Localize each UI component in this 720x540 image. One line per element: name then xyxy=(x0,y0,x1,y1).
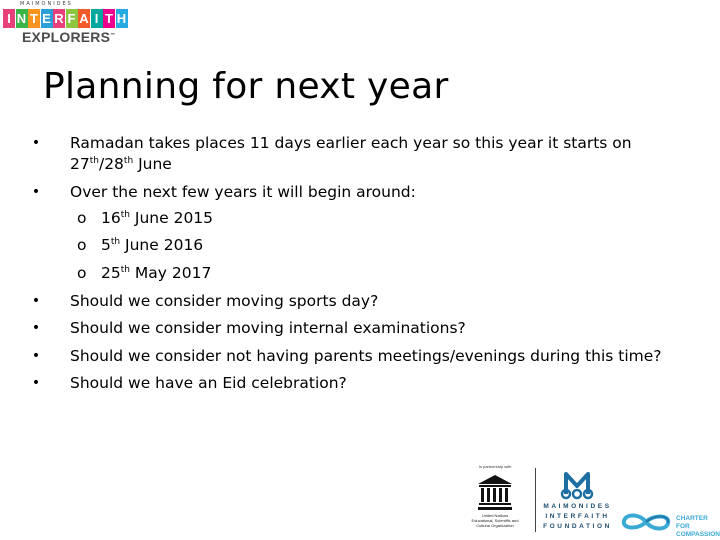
compassion-text: CHARTER FOR COMPASSION xyxy=(676,515,720,538)
unesco-partnership-text: In partnership with xyxy=(478,464,512,469)
sub-bullet-text: 5th June 2016 xyxy=(101,236,204,254)
bullet-marker: • xyxy=(31,184,41,200)
logo-tile: H xyxy=(116,11,127,26)
sub-bullet-text: 25th May 2017 xyxy=(101,264,212,282)
bullet-text: Should we consider moving sports day? xyxy=(70,292,379,310)
logo-tile: I xyxy=(3,9,15,28)
sub-bullet-marker: o xyxy=(77,264,87,282)
sub-bullet-marker: o xyxy=(77,236,87,254)
bullet-marker: • xyxy=(31,348,41,364)
bullet-text: Should we consider not having parents meetings/evenings during this time? xyxy=(70,347,662,365)
logo-tile: T xyxy=(103,9,115,28)
unesco-temple-icon xyxy=(477,474,513,512)
bullet-text: Should we have an Eid celebration? xyxy=(70,374,347,392)
bullet-marker: • xyxy=(31,375,41,391)
logo-tile: F xyxy=(66,9,78,28)
maimonides-m-icon xyxy=(554,466,600,500)
charter-for-compassion-logo xyxy=(618,508,720,536)
maimonides-foundation-logo xyxy=(540,466,615,536)
unesco-name: United Nations Educational, Scientific and Cultural Organization xyxy=(471,513,519,528)
bullet-text: Over the next few years it will begin around: xyxy=(70,183,416,201)
bullet-marker: • xyxy=(31,293,41,309)
slide-title: Planning for next year xyxy=(43,66,449,107)
sub-bullet-text: 16th June 2015 xyxy=(101,209,214,227)
interfaith-explorers-logo xyxy=(0,0,130,50)
logo-subline: EXPLORERS™ xyxy=(22,29,116,45)
bullet-marker: • xyxy=(31,135,41,151)
logo-tile: A xyxy=(79,11,89,26)
logo-tile: T xyxy=(28,9,40,28)
logo-tile: R xyxy=(54,11,64,26)
unesco-logo xyxy=(455,464,535,534)
infinity-icon xyxy=(618,511,674,533)
footer-divider xyxy=(535,468,536,532)
bullet-text: Ramadan takes places 11 days earlier each year so this year it starts on 27th/28th June xyxy=(70,134,632,173)
logo-topline: MAIMONIDES xyxy=(20,1,73,7)
logo-tile: I xyxy=(91,9,103,28)
maimonides-text: MAIMONIDES INTERFAITH FOUNDATION xyxy=(543,503,612,530)
logo-tiles xyxy=(3,9,128,28)
logo-tile: N xyxy=(16,11,27,26)
logo-tile: E xyxy=(42,11,51,26)
sub-bullet-marker: o xyxy=(77,209,87,227)
bullet-marker: • xyxy=(31,320,41,336)
bullet-text: Should we consider moving internal examinations? xyxy=(70,319,466,337)
